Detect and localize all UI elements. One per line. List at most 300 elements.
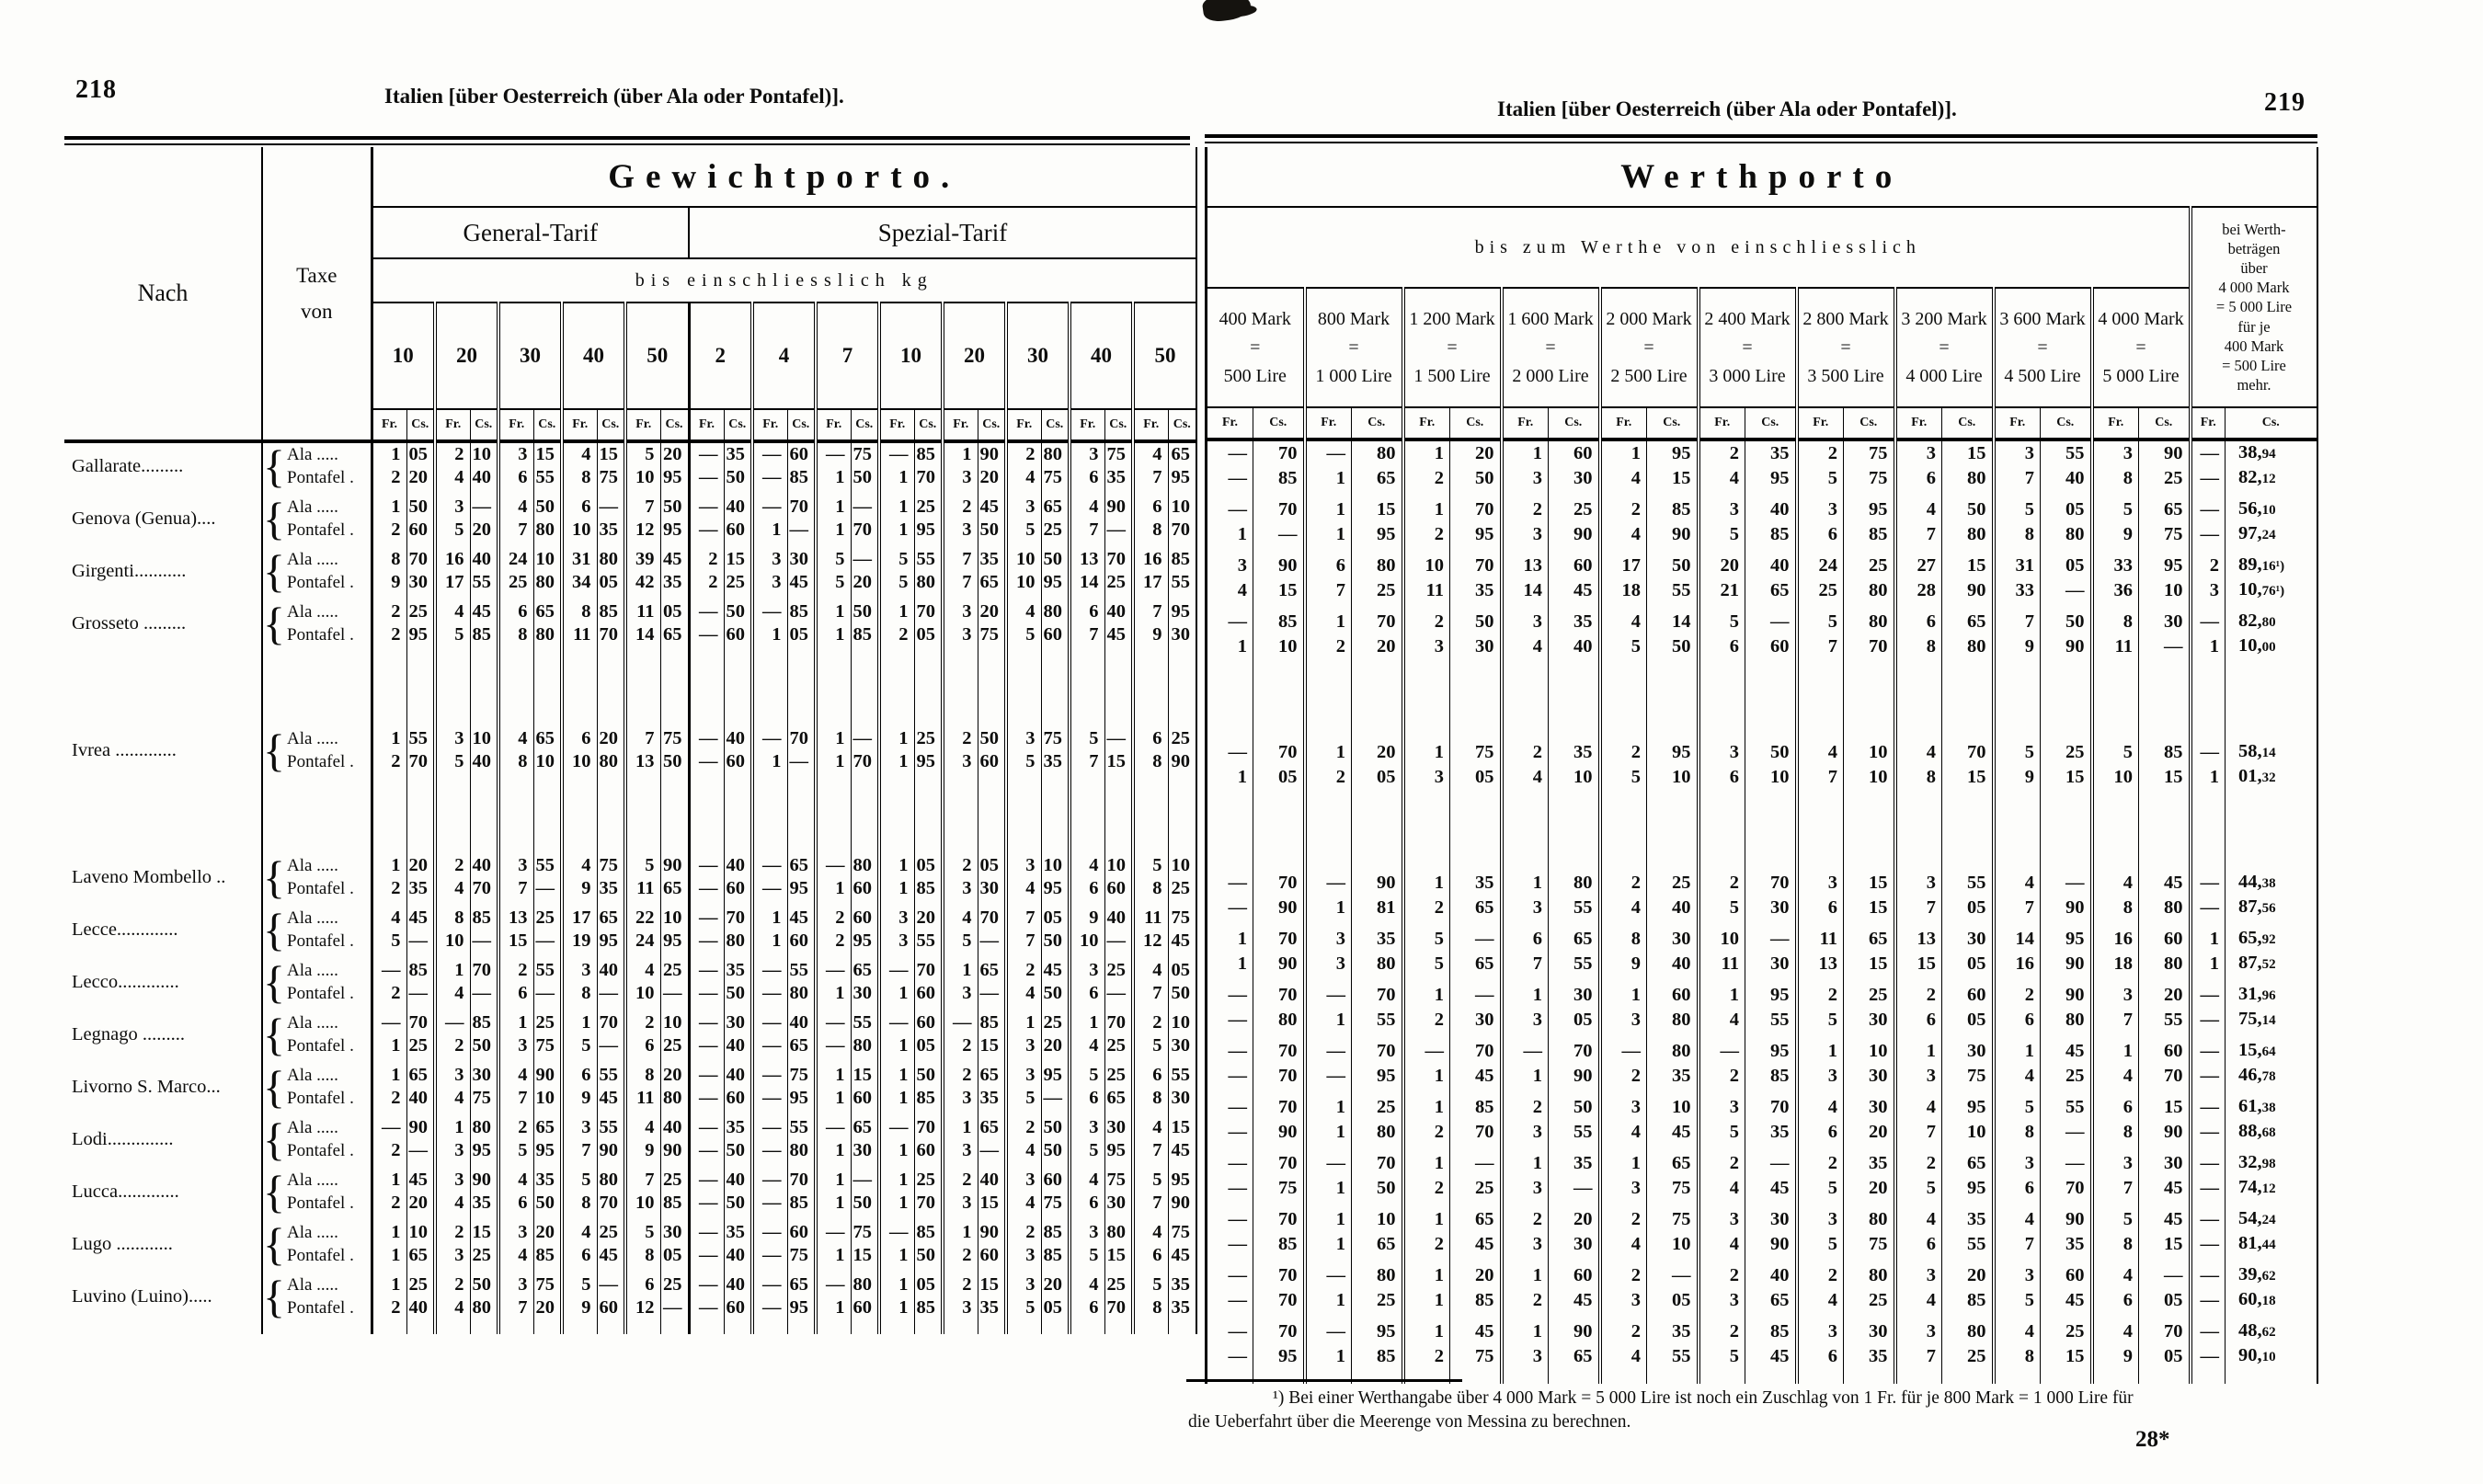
fr-cell: 4	[1070, 854, 1104, 877]
extra-fr-cell: 1	[2191, 927, 2226, 952]
cs-cell: 65	[1450, 1207, 1502, 1232]
cs-cell: 75	[597, 854, 625, 877]
cs-cell: 35	[1450, 578, 1502, 603]
spacer-cell	[660, 900, 689, 907]
fr-cell: 19	[562, 930, 597, 953]
fr-cell: 4	[498, 1064, 533, 1087]
cs-cell: 90	[2041, 983, 2092, 1008]
table-row	[64, 959, 1196, 982]
route-label: Pontafel .	[285, 466, 372, 489]
fr-cell: 3	[879, 907, 914, 930]
spacer-cell	[2139, 1369, 2191, 1384]
spacer-cell	[1994, 547, 2041, 554]
cs-cell: 45	[660, 548, 689, 571]
cs-cell: 85	[1450, 1288, 1502, 1313]
fr-cell: —	[1228, 742, 1247, 762]
fr-cell: 5	[498, 1139, 533, 1162]
cs-cell: 55	[914, 548, 943, 571]
spacer-cell	[2226, 603, 2317, 610]
cs-cell: 40	[724, 1169, 752, 1192]
spacer-cell	[1070, 900, 1104, 907]
fr-cell: 4	[435, 600, 470, 623]
cs-cell: 20	[851, 571, 879, 594]
spacer-cell	[943, 594, 978, 600]
spacer-cell	[1207, 790, 1253, 871]
cs-cell: 20	[1450, 1263, 1502, 1288]
spacer-cell	[1549, 1257, 1600, 1263]
extra-fr-cell: —	[2191, 983, 2226, 1008]
fr-cell: 8	[1895, 765, 1942, 790]
spacer-cell	[1699, 547, 1745, 554]
cs-cell: 10	[1647, 1232, 1699, 1257]
fr-cell: 2	[943, 1273, 978, 1296]
fr-cell: 7	[2092, 1008, 2139, 1033]
fr-cell: 1	[391, 497, 401, 517]
table-row	[1207, 1151, 2317, 1176]
spacer-cell	[851, 489, 879, 496]
brace-glyph: {	[263, 1221, 285, 1267]
cs-cell: 10	[533, 548, 562, 571]
cs-cell: 50	[533, 496, 562, 519]
centimes-label: Cs.	[1745, 407, 1797, 439]
spacer-cell	[1305, 790, 1352, 871]
fr-cell: 22	[625, 907, 660, 930]
cs-cell: —	[597, 1034, 625, 1057]
spacer-cell	[64, 900, 262, 907]
spacer-cell	[1450, 547, 1502, 554]
equals-sign: =	[1643, 337, 1654, 358]
cs-cell: 80	[660, 1087, 689, 1110]
spacer-cell	[2092, 1145, 2139, 1151]
cs-cell: 65	[406, 1244, 435, 1267]
fr-cell: 6	[1070, 877, 1104, 900]
extra-fr-cell: —	[2191, 522, 2226, 547]
fr-cell: 4	[1895, 1288, 1942, 1313]
spacer-cell	[816, 1319, 851, 1334]
spacer-cell	[372, 542, 406, 548]
spacer-cell	[1168, 489, 1196, 496]
fr-cell: 3	[2092, 1151, 2139, 1176]
spacer-cell	[978, 1110, 1006, 1116]
spacer-cell	[1253, 920, 1305, 927]
spacer-cell	[1104, 542, 1133, 548]
spacer-cell	[597, 1057, 625, 1064]
spacer-cell	[1844, 976, 1895, 983]
extra-amount-cell: 10,00	[2226, 634, 2317, 659]
fr-cell: 4	[625, 1116, 660, 1139]
mark-value: 2 000 Mark	[1606, 308, 1692, 329]
fr-cell: 4	[1133, 1116, 1168, 1139]
cs-cell: 30	[1104, 1116, 1133, 1139]
cs-cell: 15	[1352, 497, 1403, 522]
fr-cell: 1	[816, 496, 851, 519]
spacer-cell	[1450, 920, 1502, 927]
spacer-cell	[64, 594, 262, 600]
fr-cell: 10	[2092, 765, 2139, 790]
spacer-cell	[1450, 1201, 1502, 1207]
spacer-cell	[533, 1267, 562, 1273]
cs-cell: 40	[724, 1034, 752, 1057]
spacer-cell	[533, 1215, 562, 1221]
spacer-cell	[724, 1005, 752, 1011]
spacer-cell	[1041, 542, 1070, 548]
fr-cell: 5	[1133, 1169, 1168, 1192]
fr-cell: 16	[2092, 927, 2139, 952]
spacer-cell	[2139, 1257, 2191, 1263]
extra-amount-cell: 81,44	[2226, 1232, 2317, 1257]
spacer-cell	[2092, 1313, 2139, 1319]
spacer-cell	[262, 542, 372, 548]
spacer-cell	[1450, 659, 1502, 740]
spacer-cell	[1207, 1257, 1253, 1263]
cs-cell: 25	[1549, 497, 1600, 522]
spacer-cell	[262, 773, 372, 854]
cs-cell: 35	[1745, 439, 1797, 466]
route-label: Pontafel .	[285, 877, 372, 900]
cs-cell: 75	[1844, 466, 1895, 491]
cs-cell: —	[406, 930, 435, 953]
cs-cell: 40	[1745, 554, 1797, 578]
francs-label: Fr.	[1403, 407, 1450, 439]
cs-cell: 65	[1041, 496, 1070, 519]
cs-cell: 40	[470, 548, 498, 571]
fr-cell: 6	[1994, 1008, 2041, 1033]
fr-cell: 9	[1600, 952, 1647, 976]
francs-label: Fr.	[816, 409, 851, 441]
fr-cell: 8	[562, 982, 597, 1005]
fr-cell: —	[816, 1116, 851, 1139]
cs-cell: 65	[851, 1116, 879, 1139]
fr-cell: 4	[1502, 765, 1549, 790]
fr-cell: 10	[435, 930, 470, 953]
fr-cell: —	[752, 1273, 787, 1296]
cs-cell: 55	[1647, 578, 1699, 603]
fr-cell: 24	[625, 930, 660, 953]
fr-cell: 1	[1305, 1207, 1352, 1232]
fr-cell: 4	[498, 496, 533, 519]
extra-header-line: mehr.	[2237, 375, 2271, 394]
cs-cell: 35	[1549, 1151, 1600, 1176]
spacer-row	[64, 1215, 1196, 1221]
fr-cell: 7	[1895, 896, 1942, 920]
spacer-row	[64, 773, 1196, 854]
spacer-cell	[1549, 1313, 1600, 1319]
cs-cell: 05	[914, 623, 943, 646]
spacer-row	[1207, 1033, 2317, 1039]
cs-cell: 50	[1450, 610, 1502, 634]
cs-cell: 25	[406, 1273, 435, 1296]
table-row	[1207, 1319, 2317, 1344]
cs-cell: 25	[1942, 1344, 1994, 1369]
spacer-cell	[1253, 1313, 1305, 1319]
fr-cell: 10	[562, 750, 597, 773]
table-row	[1207, 927, 2317, 952]
spacer-cell	[2226, 547, 2317, 554]
spacer-cell	[1797, 1369, 1844, 1384]
spacer-cell	[533, 953, 562, 959]
fr-cell: 2	[1502, 1288, 1549, 1313]
fr-cell: —	[752, 854, 787, 877]
cs-cell: 50	[470, 1273, 498, 1296]
cs-cell: 15	[2139, 1095, 2191, 1120]
fr-cell: 7	[1133, 1192, 1168, 1215]
fr-cell: 7	[1895, 1344, 1942, 1369]
extra-amount-cell: 90,10	[2226, 1344, 2317, 1369]
kg-column-header: 2	[689, 303, 752, 409]
cs-cell: 40	[1745, 497, 1797, 522]
cs-cell: —	[1745, 1151, 1797, 1176]
francs-label: Fr.	[1305, 407, 1352, 439]
spacer-row	[1207, 976, 2317, 983]
fr-cell: 7	[1133, 982, 1168, 1005]
fr-cell: 4	[1895, 1207, 1942, 1232]
cs-cell: 25	[1844, 554, 1895, 578]
cs-cell: 10	[533, 1087, 562, 1110]
cs-cell: 95	[1647, 740, 1699, 765]
fr-cell: 20	[1699, 554, 1745, 578]
cs-cell: 30	[1168, 1087, 1196, 1110]
cs-cell: 30	[1450, 1008, 1502, 1033]
spacer-cell	[914, 900, 943, 907]
decimal-part: 64	[2261, 1045, 2276, 1059]
table-row	[1207, 578, 2317, 603]
cs-cell: 80	[1253, 1008, 1305, 1033]
spacer-cell	[879, 773, 914, 854]
cs-cell: 60	[914, 982, 943, 1005]
francs-label: Fr.	[498, 409, 533, 441]
fr-cell: 7	[1070, 750, 1104, 773]
table-row	[1207, 1039, 2317, 1064]
fr-cell: 1	[1305, 522, 1352, 547]
cs-cell: 60	[724, 750, 752, 773]
spacer-cell	[1253, 1201, 1305, 1207]
spacer-cell	[879, 594, 914, 600]
spacer-cell	[625, 773, 660, 854]
cs-cell: 20	[1942, 1263, 1994, 1288]
cs-cell: 95	[851, 930, 879, 953]
spacer-cell	[943, 489, 978, 496]
cs-cell: 60	[2041, 1263, 2092, 1288]
spacer-cell	[1994, 1257, 2041, 1263]
decimal-part: 00	[2261, 640, 2276, 655]
spacer-cell	[752, 1267, 787, 1273]
cs-cell: 80	[851, 1273, 879, 1296]
spacer-cell	[1450, 1033, 1502, 1039]
spacer-cell	[752, 1057, 787, 1064]
spacer-cell	[1844, 603, 1895, 610]
fr-cell: 10	[1699, 927, 1745, 952]
lire-value: 2 000 Lire	[1512, 365, 1589, 386]
spacer-cell	[562, 900, 597, 907]
cs-cell: 50	[914, 1244, 943, 1267]
spacer-row	[64, 1319, 1196, 1334]
extra-amount-cell: 15,64	[2226, 1039, 2317, 1064]
fr-cell: —	[1228, 468, 1247, 488]
cs-cell: 50	[1745, 740, 1797, 765]
spacer-cell	[1006, 646, 1041, 727]
spacer-cell	[851, 1057, 879, 1064]
fr-cell: —	[1228, 1178, 1247, 1198]
spacer-cell	[1450, 1145, 1502, 1151]
brace-glyph: {	[263, 1273, 285, 1319]
cs-cell: 65	[851, 959, 879, 982]
cs-cell: 25	[660, 1169, 689, 1192]
fr-cell: 1	[2092, 1039, 2139, 1064]
page-number-left: 218	[75, 75, 117, 104]
cs-cell: 15	[1942, 439, 1994, 466]
spacer-cell	[1895, 547, 1942, 554]
cs-cell: 50	[978, 727, 1006, 750]
fr-cell: 3	[435, 1244, 470, 1267]
fr-cell: 1	[1403, 1064, 1450, 1089]
spacer-cell	[724, 594, 752, 600]
footnote-line2: die Ueberfahrt über die Meerenge von Messina zu berechnen.	[1188, 1412, 1631, 1433]
cs-cell: 70	[914, 959, 943, 982]
centimes-label: Cs.	[2226, 407, 2317, 439]
cs-cell: 95	[470, 1139, 498, 1162]
cs-cell: 10	[1168, 1011, 1196, 1034]
cs-cell: 60	[724, 519, 752, 542]
spacer-cell	[1797, 1201, 1844, 1207]
spacer-cell	[2226, 1145, 2317, 1151]
cs-cell: 80	[2041, 522, 2092, 547]
cs-cell: 45	[2139, 1207, 2191, 1232]
cs-cell: 30	[1104, 1192, 1133, 1215]
cs-cell: —	[2139, 634, 2191, 659]
spacer-cell	[1994, 790, 2041, 871]
fr-cell: 1	[752, 750, 787, 773]
spacer-cell	[64, 489, 262, 496]
spacer-cell	[2191, 1369, 2226, 1384]
cs-cell: 30	[978, 877, 1006, 900]
spacer-cell	[752, 953, 787, 959]
extra-header-line: 400 Mark	[2224, 337, 2284, 355]
spacer-cell	[64, 542, 262, 548]
fr-cell: 6	[1895, 610, 1942, 634]
fr-cell: —	[689, 1296, 724, 1319]
cs-cell: 60	[1549, 1263, 1600, 1288]
spacer-cell	[1207, 603, 1253, 610]
spacer-cell	[562, 646, 597, 727]
fr-cell: 1	[752, 907, 787, 930]
cs-cell: 85	[1168, 548, 1196, 571]
spacer-row	[1207, 659, 2317, 740]
spacer-cell	[1352, 547, 1403, 554]
fr-cell: 4	[435, 1192, 470, 1215]
cs-cell: 30	[1450, 634, 1502, 659]
spacer-cell	[851, 953, 879, 959]
fr-cell: 8	[435, 907, 470, 930]
spacer-cell	[879, 542, 914, 548]
cs-cell: 30	[1844, 1008, 1895, 1033]
fr-cell: —	[1305, 1319, 1352, 1344]
extra-fr-cell: —	[2191, 1288, 2226, 1313]
cs-cell: 70	[851, 750, 879, 773]
spacer-cell	[1006, 900, 1041, 907]
fr-cell: 1	[1305, 1008, 1352, 1033]
fr-cell: 4	[435, 1296, 470, 1319]
fr-cell: 5	[1994, 497, 2041, 522]
spacer-cell	[1070, 1267, 1104, 1273]
cs-cell: 05	[406, 441, 435, 466]
fr-cell: 17	[1600, 554, 1647, 578]
spacer-cell	[943, 1057, 978, 1064]
fr-cell: 5	[625, 441, 660, 466]
fr-cell: 14	[1070, 571, 1104, 594]
cs-cell: 95	[1745, 983, 1797, 1008]
cs-cell: 55	[1549, 1120, 1600, 1145]
cs-cell: 85	[1253, 1232, 1305, 1257]
table-row	[1207, 497, 2317, 522]
cs-cell: 70	[1352, 610, 1403, 634]
fr-cell: 3	[943, 1296, 978, 1319]
cs-cell: 75	[2139, 522, 2191, 547]
cs-cell: 80	[1352, 1263, 1403, 1288]
fr-cell: —	[752, 1011, 787, 1034]
extra-fr-cell: —	[2191, 1095, 2226, 1120]
fr-cell: 1	[879, 982, 914, 1005]
spacer-row	[1207, 1145, 2317, 1151]
spacer-cell	[262, 1162, 372, 1169]
cs-cell: 10	[1041, 854, 1070, 877]
fr-cell: 2	[1403, 1344, 1450, 1369]
nach-header: Nach	[64, 147, 262, 441]
fr-cell: 1	[391, 1222, 401, 1242]
cs-cell: 50	[724, 1192, 752, 1215]
spacer-cell	[978, 1005, 1006, 1011]
fr-cell: 8	[498, 623, 533, 646]
spacer-cell	[597, 1005, 625, 1011]
spacer-cell	[660, 542, 689, 548]
spacer-cell	[1549, 920, 1600, 927]
francs-label: Fr.	[1699, 407, 1745, 439]
extra-fr-cell: —	[2191, 871, 2226, 896]
fr-cell: 2	[1600, 1263, 1647, 1288]
spacer-cell	[1502, 1313, 1549, 1319]
spacer-cell	[1844, 659, 1895, 740]
spacer-cell	[1745, 1033, 1797, 1039]
cs-cell: 15	[1844, 896, 1895, 920]
decimal-part: 24	[2261, 528, 2276, 542]
cs-cell: 90	[1253, 554, 1305, 578]
spacer-cell	[1352, 1313, 1403, 1319]
francs-label: Fr.	[1070, 409, 1104, 441]
spacer-cell	[562, 1110, 597, 1116]
cs-cell: 35	[597, 877, 625, 900]
destination-name: Genova (Genua)....	[64, 496, 262, 542]
spacer-cell	[914, 1319, 943, 1334]
brace-glyph: {	[263, 1169, 285, 1215]
spacer-cell	[1305, 1257, 1352, 1263]
cs-cell: 40	[470, 466, 498, 489]
lire-value: 3 000 Lire	[1709, 365, 1786, 386]
spacer-cell	[597, 773, 625, 854]
cs-cell: 45	[978, 496, 1006, 519]
cs-cell: 90	[1549, 522, 1600, 547]
cs-cell: 15	[851, 1064, 879, 1087]
cs-cell: 70	[1253, 1151, 1305, 1176]
centimes-label: Cs.	[597, 409, 625, 441]
extra-amount-cell: 60,18	[2226, 1288, 2317, 1313]
fr-cell: 6	[625, 1273, 660, 1296]
cs-cell: 05	[1041, 1296, 1070, 1319]
fr-cell: 8	[2092, 1120, 2139, 1145]
fr-cell: 2	[1895, 1151, 1942, 1176]
cs-cell: 40	[1745, 1263, 1797, 1288]
spacer-cell	[1168, 1267, 1196, 1273]
fr-cell: —	[689, 496, 724, 519]
cs-cell: 65	[1647, 1151, 1699, 1176]
